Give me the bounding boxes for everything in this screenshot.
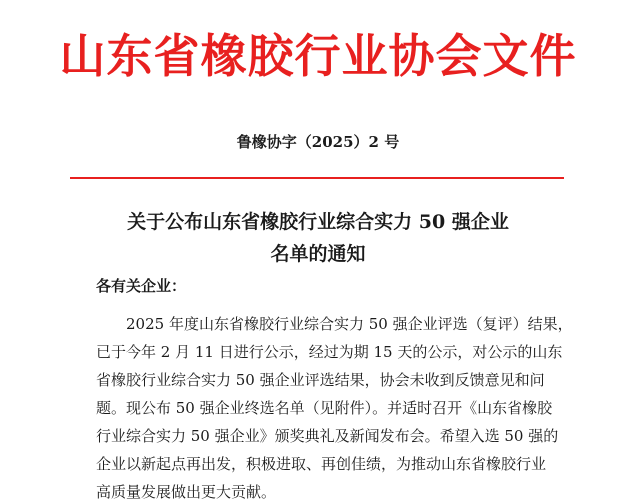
notice-title [0,206,636,270]
body-line: 省橡胶行业综合实力 50 强企业评选结果，协会未收到反馈意见和问 [96,371,545,389]
masthead-title: 山东省橡胶行业协会文件 [59,29,577,83]
notice-title-line-1: 关于公布山东省橡胶行业综合实力 50 强企业 [127,211,509,233]
body-line: 企业以新起点再出发，积极进取、再创佳绩，为推动山东省橡胶行业 [96,455,547,473]
document-number: 鲁橡协字（2025）2 号 [236,133,400,151]
body-line: 2025 年度山东省橡胶行业综合实力 50 强企业评选（复评）结果， [126,315,573,333]
body-line: 已于今年 2 月 11 日进行公示，经过为期 15 天的公示，对公示的山东 [96,343,563,361]
notice-body [96,310,573,502]
red-divider [70,177,564,179]
notice-title-line-2: 名单的通知 [270,243,366,265]
salutation: 各有关企业： [96,277,187,295]
body-line: 行业综合实力 50 强企业》颁奖典礼及新闻发布会。希望入选 50 强的 [96,427,559,445]
body-line: 高质量发展做出更大贡献。 [96,483,277,501]
body-line: 题。现公布 50 强企业终选名单（见附件）。并适时召开《山东省橡胶 [96,399,553,417]
